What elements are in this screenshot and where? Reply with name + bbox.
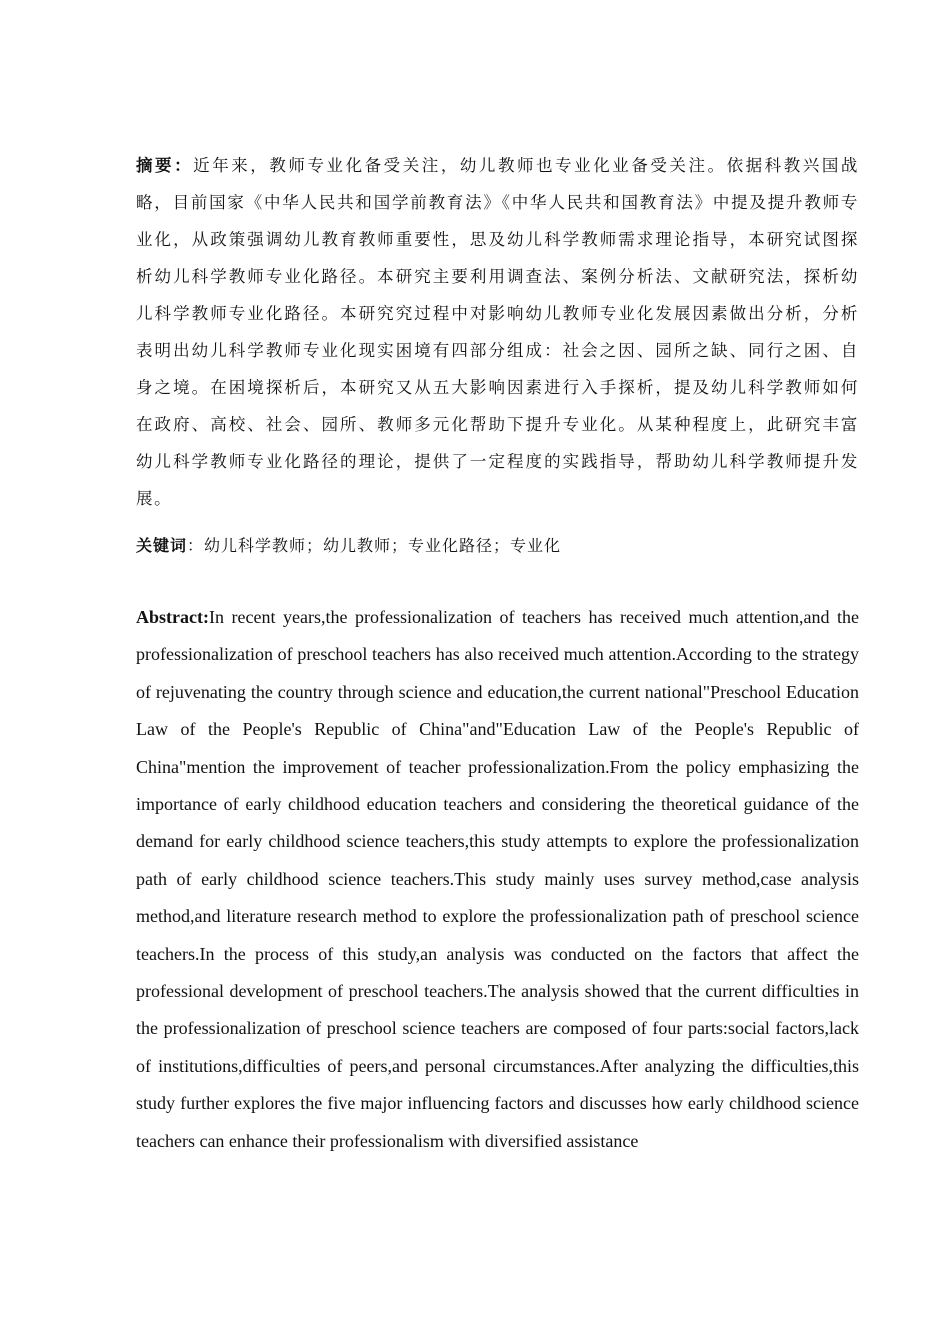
keywords-line xyxy=(136,532,859,560)
keywords-text: ：幼儿科学教师；幼儿教师；专业化路径；专业化 xyxy=(187,536,562,555)
chinese-abstract xyxy=(136,147,859,517)
keywords-label: 关键词 xyxy=(136,536,188,555)
english-abstract-label: Abstract: xyxy=(136,607,209,627)
chinese-abstract-label: 摘要： xyxy=(136,156,194,175)
chinese-abstract-text: 近年来，教师专业化备受关注，幼儿教师也专业化业备受关注。依据科教兴国战略，目前国家《中华人民共和国学前教育法》《中华人民共和国教育法》中提及提升教师专业化，从政策强调幼儿教育教师重要性，思及幼儿科学教师需求理论指导，本研究试图探析幼儿科学教师专业化路径。本研究主要利用调查法、案例分析法、文献研究法，探析幼儿科学教师专业化路径。本研究究过程中对影响幼儿教师专业化发展因素做出分析，分析表明出幼儿科学教师专业化现实困境有四部分组成：社会之因、园所之缺、同行之困、自身之境。在困境探析后，本研究又从五大影响因素进行入手探析，提及幼儿科学教师如何在政府、高校、社会、园所、教师多元化帮助下提升专业化。从某种程度上，此研究丰富幼儿科学教师专业化路径的理论，提供了一定程度的实践指导，帮助幼儿科学教师提升发展。 xyxy=(136,156,859,508)
english-abstract-text: In recent years,the professionalization of teachers has received much attention,and the professionalization of preschool teachers has also received much attention.According to the strategy of rejuvenating the country through science and education,the current national"Preschool Education Law of the People's Republic of China"and"Education Law of the People's Republic of China"mention the improvement of teacher professionalization.From the policy emphasizing the importance of early childhood education teachers and considering the theoretical guidance of the demand for early childhood science teachers,this study attempts to explore the professionalization path of early childhood science teachers.This study mainly uses survey method,case analysis method,and literature research method to explore the professionalization path of preschool science teachers.In the process of this study,an analysis was conducted on the factors that affect the professional development of preschool teachers.The analysis showed that the current difficulties in the professionalization of preschool science teachers are composed of four parts:social factors,lack of institutions,difficulties of peers,and personal circumstances.After analyzing the difficulties,this study further explores the five major influencing factors and discusses how early childhood science teachers can enhance their professionalism with diversified assistance xyxy=(136,607,859,1151)
english-abstract xyxy=(136,599,859,1160)
